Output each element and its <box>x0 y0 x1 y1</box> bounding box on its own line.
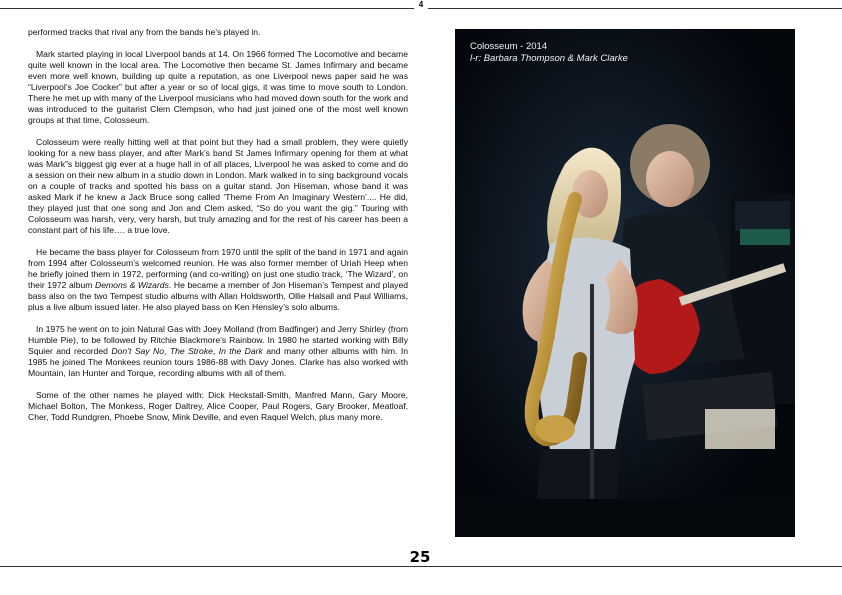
album-title: Demons & Wizards <box>95 280 169 290</box>
paragraph-text: In 1975 he went on to join Natural Gas with Joey Molland (from Badfinger) and Jerry Shirley (from Humble Pie), to be followed by Ritchie Blackmore’s Rainbow. In 1980 he started working with Billy Squier and recorded <box>28 324 408 356</box>
album-title: Don’t Say No <box>111 346 165 356</box>
paragraph-text: . He became a member of Jon Hiseman’s Tempest and played bass also on the two Tempest studio albums with Allan Holdsworth, Ollie Halsall and Paul Williams, plus a live album issued later. He also played bass on Ken Hensley’s solo albums. <box>28 280 408 312</box>
photo-caption-credits: l-r: Barbara Thompson & Mark Clarke <box>470 53 628 64</box>
photo-caption-title: Colosseum - 2014 <box>470 41 548 52</box>
album-title: In the Dark <box>218 346 263 356</box>
bottom-rule <box>0 566 842 567</box>
paragraph-text: and many other albums with him. In 1985 he joined The Monkees reunion tours 1986-88 with Davy Jones. Clarke has also worked with Mountain, Ian Hunter and Torque, recording albums with all of them. <box>28 346 409 378</box>
concert-photo <box>455 29 795 537</box>
album-title: The Stroke <box>169 346 213 356</box>
page-number-bottom: 25 <box>409 548 431 566</box>
separator: , <box>164 346 170 356</box>
article-paragraph <box>28 247 408 313</box>
separator: , <box>212 346 219 356</box>
article-paragraph <box>28 324 408 379</box>
paragraph-text: He became the bass player for Colosseum from 1970 until the split of the band in 1971 and again from 1994 after Colosseum’s welcomed reunion. He was also former member of Uriah Heep when he briefly joined them in 1972, performing (and co-writing) on just one studio track, ‘The Wizard’, on their 1972 album <box>28 247 408 290</box>
article-paragraph: Colosseum were really hitting well at that point but they had a small problem, they were quietly looking for a new bass player, and after Mark’s band St James Infirmary opening for them at what was Mark”s biggest gig ever at a huge hall in of all places, Liverpool he was asked to come and do a session on their new album in a studio down in London. Mark walked in to sing background vocals on a couple of tracks and spotted his bass on a guitar stand. Jon Hiseman, whose band it was asked Mark if he knew a Jack Bruce song called ‘Theme From An Imaginary Western’.... He did, they played just that one song and Jon and Clem asked, “So do you want the gig.” Touring with Colosseum was harsh, very, very harsh, but truly amazing and for the rest of his career has been a constant part of his life…. a true love. <box>28 137 408 235</box>
article-paragraph: Mark started playing in local Liverpool bands at 14. On 1966 formed The Locomotive and became quite well known in the local area. The Locomotive then became St. James Infirmary and became even more well known, building up quite a reputation, as one Liverpool news paper said he was “Liverpool’s Joe Cocker” but after a year or so of local gigs, it was time to move south to London. There he met up with many of the Liverpool musicians who had moved down south for the work and was introduced to the guitarist Clem Clempson, who had just joined one of the most well known groups at that time, Colosseum. <box>28 49 408 125</box>
article-paragraph: Some of the other names he played with: Dick Heckstall-Smith, Manfred Mann, Gary Moore, Michael Bolton, The Monkess, Roger Daltrey, Alice Cooper, Paul Rogers, Gary Brooker, Meatloaf, Cher, Todd Rundgren, Phoebe Snow, Mink Deville, and even Raquel Welch, plus many more. <box>28 390 408 422</box>
page-number-top: 4 <box>414 0 428 9</box>
photo-caption <box>470 41 628 65</box>
article-text-column <box>28 27 408 434</box>
concert-photo-illustration <box>455 29 795 537</box>
article-paragraph: performed tracks that rival any from the bands he’s played in. <box>28 27 261 37</box>
